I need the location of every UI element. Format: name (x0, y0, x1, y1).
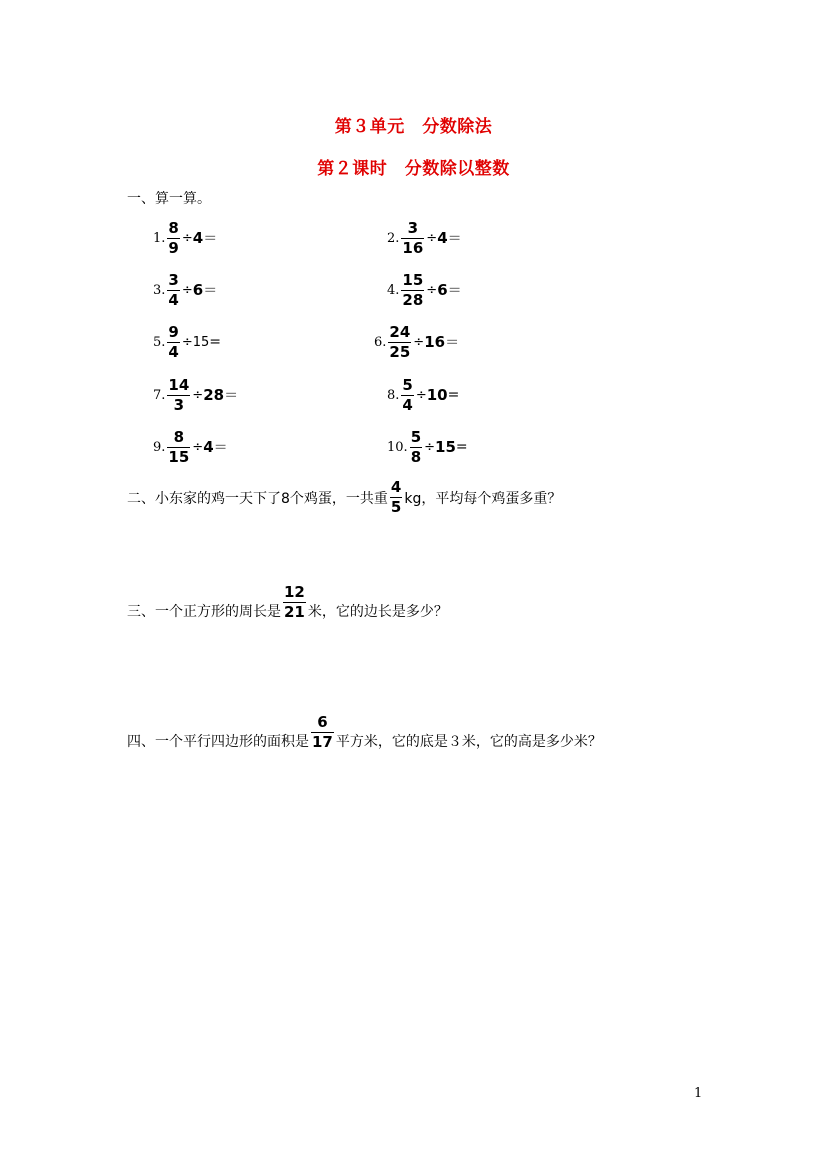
fraction (388, 323, 411, 362)
problem-number: 3. (153, 282, 166, 298)
fraction-numerator: 24 (389, 322, 411, 341)
fraction-numerator: 12 (284, 583, 305, 601)
fraction (311, 713, 334, 752)
unit-title: 第３单元 分数除法 (334, 117, 493, 137)
fraction-numerator: 8 (168, 218, 179, 237)
fraction-numerator: 6 (317, 713, 328, 731)
fraction (410, 428, 422, 467)
divide-sign: ÷ (424, 439, 436, 455)
equals-sign: = (447, 387, 460, 403)
divisor: 6 (437, 281, 448, 299)
question-2 (127, 478, 561, 517)
equals-sign: = (455, 439, 468, 455)
fraction-numerator: 3 (168, 270, 179, 289)
problem-number: 2. (387, 230, 400, 246)
divide-sign: ÷ (192, 439, 204, 455)
fraction-denominator: 4 (402, 395, 413, 414)
fraction-denominator: 25 (389, 342, 411, 361)
problem-3 (153, 268, 217, 312)
problem-5 (153, 320, 221, 364)
fraction-denominator: 5 (390, 498, 402, 516)
fraction-denominator: 4 (168, 342, 179, 361)
fraction-denominator: 15 (168, 447, 190, 466)
divide-sign: ÷ (192, 387, 204, 403)
problem-9 (153, 425, 228, 469)
divisor: 4 (437, 229, 448, 247)
divide-sign: ÷ (181, 282, 193, 298)
equals-sign: = (209, 334, 222, 350)
fraction-denominator: 28 (402, 290, 424, 309)
page-number: 1 (694, 1086, 703, 1101)
question-4-text-after: 平方米，它的底是３米，它的高是多少米？ (335, 734, 602, 750)
fraction-denominator: 17 (312, 733, 333, 751)
fraction (390, 478, 402, 517)
question-4 (127, 714, 602, 753)
fraction (167, 219, 179, 258)
problem-number: 8. (387, 387, 400, 403)
divisor: 15 (435, 438, 456, 456)
problem-6 (374, 320, 459, 364)
fraction-denominator: 9 (168, 238, 179, 257)
problem-4 (387, 268, 462, 312)
problem-number: 4. (387, 282, 400, 298)
fraction (401, 376, 413, 415)
problem-8 (387, 373, 459, 417)
problem-number: 10. (387, 439, 408, 455)
fraction (283, 583, 306, 622)
divide-sign: ÷ (426, 282, 438, 298)
fraction-numerator: 3 (407, 218, 419, 237)
problem-number: 1. (153, 230, 166, 246)
fraction-numerator: 4 (390, 478, 402, 496)
divisor: 4 (192, 229, 204, 247)
fraction-denominator: 8 (410, 447, 422, 466)
divide-sign: ÷ (426, 230, 438, 246)
problem-1 (153, 216, 217, 260)
fraction-denominator: 21 (284, 603, 305, 621)
equals-sign: ＝ (445, 335, 460, 351)
problem-2 (387, 216, 462, 260)
divisor: 28 (203, 386, 225, 404)
fraction (167, 323, 179, 362)
problem-7 (153, 373, 238, 417)
equals-sign: ＝ (203, 283, 218, 299)
fraction (167, 428, 190, 467)
question-4-text-before: 四、一个平行四边形的面积是 (127, 734, 309, 750)
equals-sign: ＝ (447, 283, 462, 299)
fraction-denominator: 16 (402, 238, 424, 257)
lesson-title: 第２课时 分数除以整数 (317, 159, 510, 179)
problem-number: 6. (374, 334, 387, 350)
divisor: 16 (424, 333, 446, 351)
divisor: 4 (203, 438, 214, 456)
question-3-text-after: 米，它的边长是多少？ (307, 604, 448, 620)
section-1-heading: 一、算一算。 (127, 191, 211, 207)
divide-sign: ÷ (413, 334, 425, 350)
fraction (167, 271, 179, 310)
fraction-denominator: 3 (173, 395, 185, 414)
problem-10 (387, 425, 468, 469)
equals-sign: ＝ (203, 231, 218, 247)
divisor: 15 (192, 334, 210, 350)
question-2-text-before: 二、小东家的鸡一天下了8个鸡蛋，一共重 (127, 490, 388, 507)
fraction-denominator: 4 (168, 290, 179, 309)
divisor: 6 (192, 281, 204, 299)
fraction (167, 376, 190, 415)
problem-number: 9. (153, 439, 166, 455)
problem-number: 7. (153, 387, 166, 403)
question-2-text-after: kg，平均每个鸡蛋多重？ (404, 490, 562, 507)
question-3 (127, 584, 448, 623)
divide-sign: ÷ (181, 334, 193, 350)
fraction-numerator: 5 (402, 375, 413, 394)
fraction-numerator: 8 (173, 427, 185, 446)
equals-sign: ＝ (447, 231, 462, 247)
question-3-text-before: 三、一个正方形的周长是 (127, 604, 281, 620)
equals-sign: ＝ (224, 388, 239, 404)
fraction (401, 271, 424, 310)
fraction-numerator: 5 (410, 427, 422, 446)
fraction (401, 219, 424, 258)
divide-sign: ÷ (181, 230, 193, 246)
divide-sign: ÷ (415, 387, 427, 403)
equals-sign: ＝ (213, 440, 228, 456)
divisor: 10 (426, 386, 448, 404)
fraction-numerator: 9 (168, 322, 179, 341)
fraction-numerator: 15 (402, 270, 424, 289)
problem-number: 5. (153, 334, 166, 350)
fraction-numerator: 14 (168, 375, 190, 394)
